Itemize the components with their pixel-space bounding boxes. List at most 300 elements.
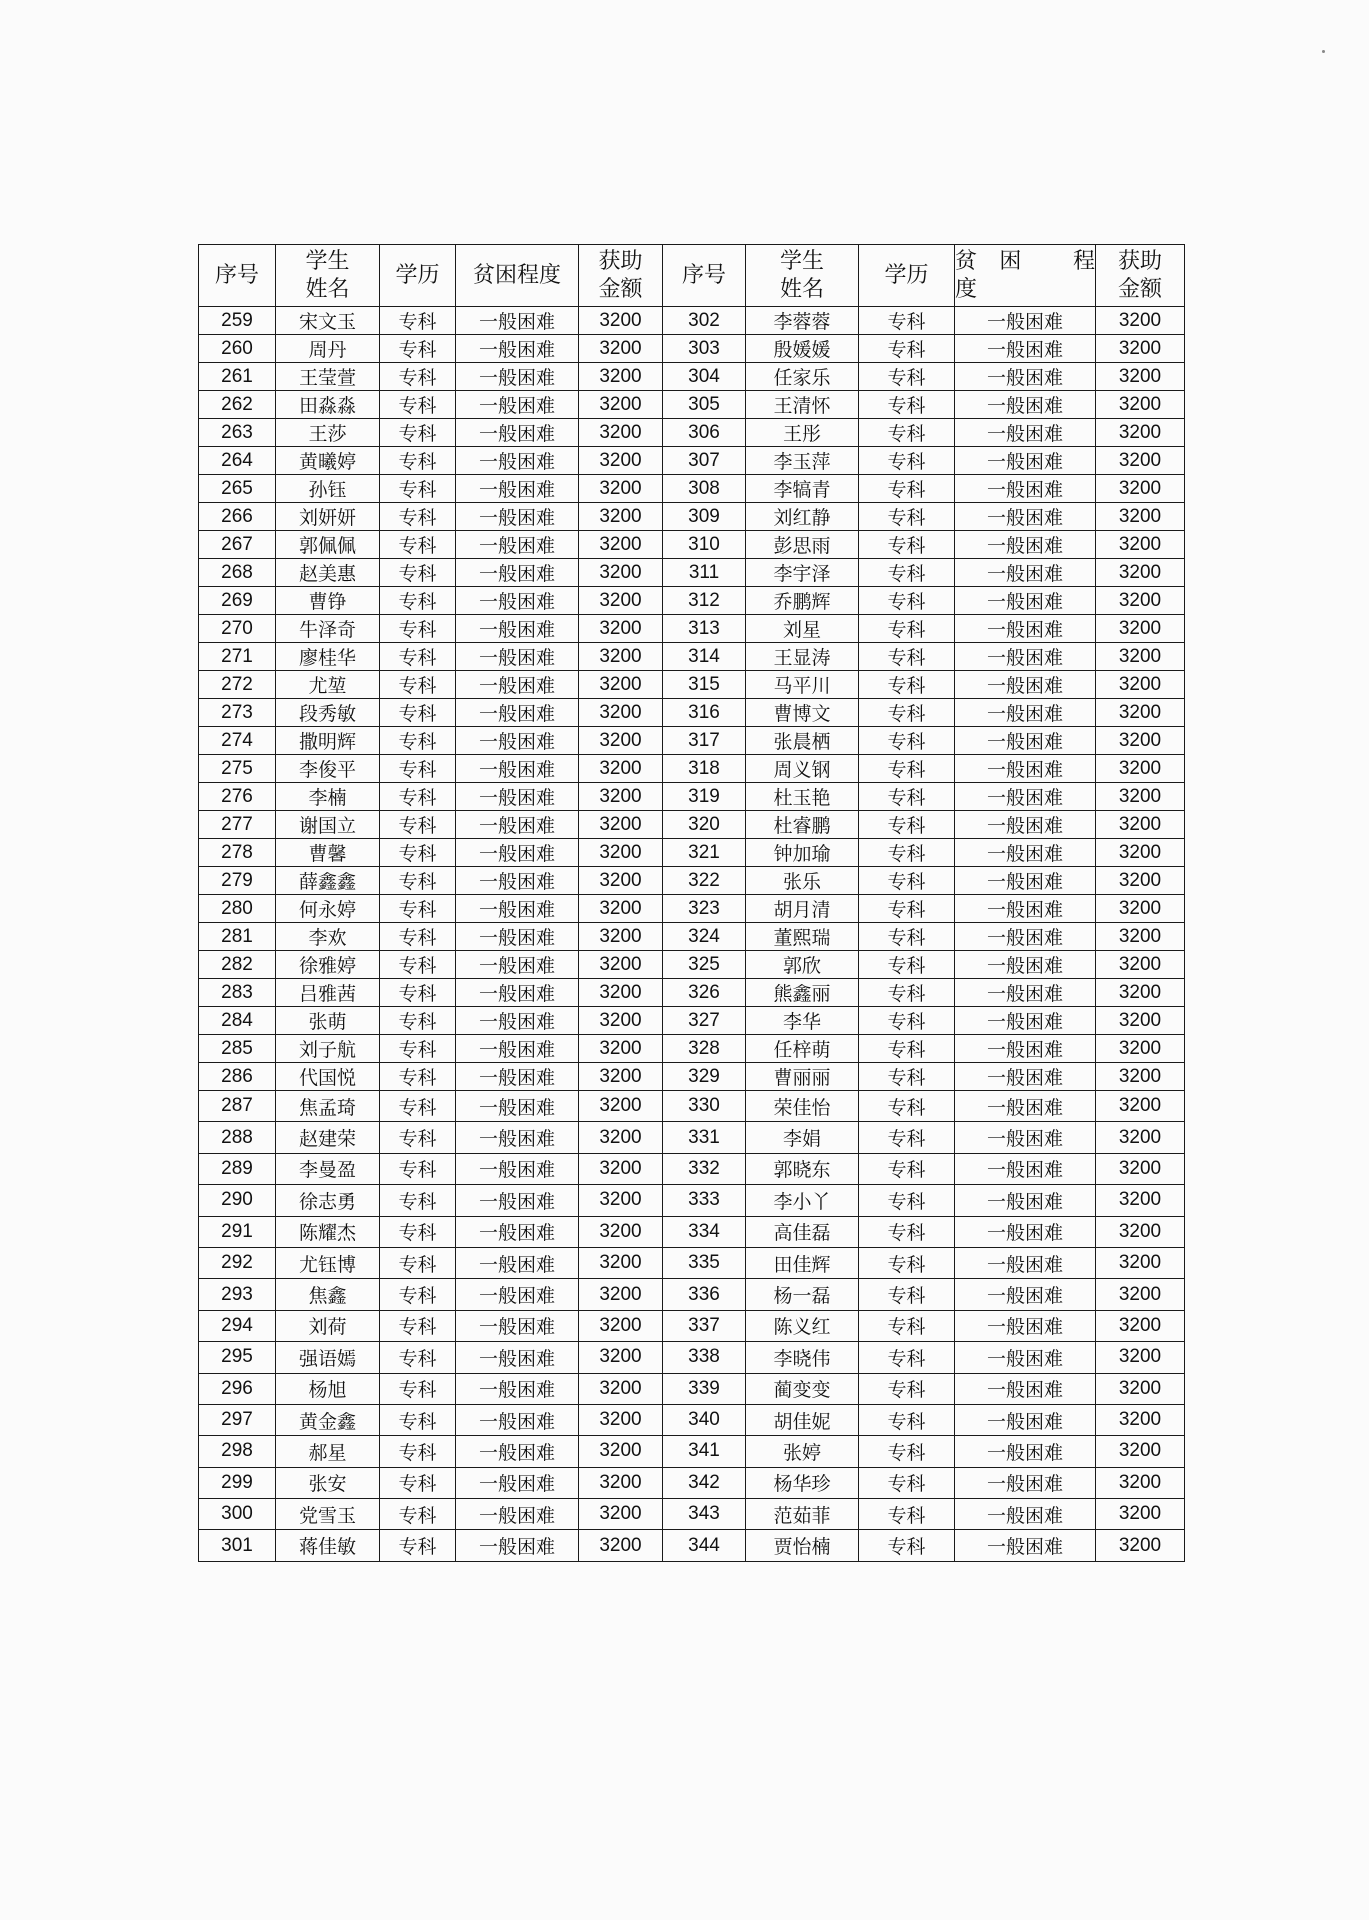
cell-serial-2: 335 bbox=[663, 1247, 746, 1278]
cell-serial-2: 319 bbox=[663, 783, 746, 811]
cell-serial: 274 bbox=[199, 727, 276, 755]
cell-aid-amount-2: 3200 bbox=[1096, 391, 1185, 419]
cell-poverty-level-2: 一般困难 bbox=[955, 1063, 1096, 1091]
cell-aid-amount: 3200 bbox=[579, 1122, 663, 1153]
table-row bbox=[199, 559, 1185, 587]
table-row bbox=[199, 1436, 1185, 1467]
cell-poverty-level-2: 一般困难 bbox=[955, 1467, 1096, 1498]
cell-education: 专科 bbox=[380, 1122, 456, 1153]
cell-education-2: 专科 bbox=[859, 1185, 955, 1216]
cell-student-name: 周丹 bbox=[276, 335, 380, 363]
cell-student-name-2: 周义钢 bbox=[746, 755, 859, 783]
cell-serial: 277 bbox=[199, 811, 276, 839]
cell-aid-amount: 3200 bbox=[579, 755, 663, 783]
cell-poverty-level-2: 一般困难 bbox=[955, 1342, 1096, 1373]
cell-student-name: 刘妍妍 bbox=[276, 503, 380, 531]
cell-serial-2: 327 bbox=[663, 1007, 746, 1035]
cell-education: 专科 bbox=[380, 811, 456, 839]
header-row bbox=[199, 245, 1185, 307]
cell-student-name-2: 杜玉艳 bbox=[746, 783, 859, 811]
cell-student-name-2: 王清怀 bbox=[746, 391, 859, 419]
cell-student-name-2: 殷媛媛 bbox=[746, 335, 859, 363]
cell-poverty-level-2: 一般困难 bbox=[955, 979, 1096, 1007]
cell-student-name: 徐志勇 bbox=[276, 1185, 380, 1216]
cell-education: 专科 bbox=[380, 1247, 456, 1278]
cell-poverty-level: 一般困难 bbox=[456, 643, 579, 671]
cell-education-2: 专科 bbox=[859, 1063, 955, 1091]
table-row bbox=[199, 1007, 1185, 1035]
table-row bbox=[199, 447, 1185, 475]
cell-poverty-level-2: 一般困难 bbox=[955, 1216, 1096, 1247]
cell-education-2: 专科 bbox=[859, 335, 955, 363]
cell-education-2: 专科 bbox=[859, 419, 955, 447]
cell-aid-amount: 3200 bbox=[579, 1091, 663, 1122]
cell-aid-amount-2: 3200 bbox=[1096, 419, 1185, 447]
cell-poverty-level: 一般困难 bbox=[456, 531, 579, 559]
cell-serial: 285 bbox=[199, 1035, 276, 1063]
cell-serial-2: 311 bbox=[663, 559, 746, 587]
cell-education-2: 专科 bbox=[859, 839, 955, 867]
cell-poverty-level: 一般困难 bbox=[456, 1530, 579, 1561]
cell-education: 专科 bbox=[380, 615, 456, 643]
cell-education: 专科 bbox=[380, 699, 456, 727]
cell-student-name-2: 张晨栖 bbox=[746, 727, 859, 755]
cell-student-name-2: 马平川 bbox=[746, 671, 859, 699]
header-poverty-level-2-text: 贫困 程 度 bbox=[955, 248, 1095, 302]
table-row bbox=[199, 727, 1185, 755]
cell-education: 专科 bbox=[380, 1091, 456, 1122]
cell-education-2: 专科 bbox=[859, 811, 955, 839]
cell-serial-2: 310 bbox=[663, 531, 746, 559]
cell-poverty-level: 一般困难 bbox=[456, 1153, 579, 1184]
cell-poverty-level: 一般困难 bbox=[456, 979, 579, 1007]
cell-aid-amount-2: 3200 bbox=[1096, 475, 1185, 503]
cell-aid-amount: 3200 bbox=[579, 475, 663, 503]
cell-poverty-level: 一般困难 bbox=[456, 923, 579, 951]
cell-student-name: 吕雅茜 bbox=[276, 979, 380, 1007]
cell-student-name-2: 乔鹏辉 bbox=[746, 587, 859, 615]
cell-serial-2: 344 bbox=[663, 1530, 746, 1561]
cell-aid-amount-2: 3200 bbox=[1096, 363, 1185, 391]
table-row bbox=[199, 587, 1185, 615]
cell-education-2: 专科 bbox=[859, 1247, 955, 1278]
cell-education-2: 专科 bbox=[859, 727, 955, 755]
cell-serial-2: 313 bbox=[663, 615, 746, 643]
cell-aid-amount-2: 3200 bbox=[1096, 503, 1185, 531]
cell-poverty-level-2: 一般困难 bbox=[955, 671, 1096, 699]
cell-student-name-2: 郭晓东 bbox=[746, 1153, 859, 1184]
cell-poverty-level-2: 一般困难 bbox=[955, 1247, 1096, 1278]
cell-education-2: 专科 bbox=[859, 1404, 955, 1435]
cell-aid-amount-2: 3200 bbox=[1096, 1007, 1185, 1035]
cell-serial: 269 bbox=[199, 587, 276, 615]
cell-student-name: 郝星 bbox=[276, 1436, 380, 1467]
cell-student-name: 焦孟琦 bbox=[276, 1091, 380, 1122]
cell-aid-amount-2: 3200 bbox=[1096, 867, 1185, 895]
cell-aid-amount: 3200 bbox=[579, 335, 663, 363]
cell-education: 专科 bbox=[380, 727, 456, 755]
cell-poverty-level-2: 一般困难 bbox=[955, 531, 1096, 559]
table-row bbox=[199, 391, 1185, 419]
cell-poverty-level-2: 一般困难 bbox=[955, 615, 1096, 643]
cell-education-2: 专科 bbox=[859, 475, 955, 503]
cell-education: 专科 bbox=[380, 783, 456, 811]
cell-student-name-2: 李华 bbox=[746, 1007, 859, 1035]
cell-aid-amount: 3200 bbox=[579, 839, 663, 867]
cell-serial: 301 bbox=[199, 1530, 276, 1561]
cell-aid-amount-2: 3200 bbox=[1096, 1499, 1185, 1530]
cell-education-2: 专科 bbox=[859, 1373, 955, 1404]
cell-student-name-2: 王彤 bbox=[746, 419, 859, 447]
table-row bbox=[199, 1530, 1185, 1561]
header-serial: 序号 bbox=[199, 245, 276, 307]
cell-serial: 293 bbox=[199, 1279, 276, 1310]
cell-poverty-level-2: 一般困难 bbox=[955, 951, 1096, 979]
cell-poverty-level-2: 一般困难 bbox=[955, 895, 1096, 923]
cell-poverty-level: 一般困难 bbox=[456, 783, 579, 811]
cell-poverty-level-2: 一般困难 bbox=[955, 1499, 1096, 1530]
cell-education-2: 专科 bbox=[859, 531, 955, 559]
cell-poverty-level-2: 一般困难 bbox=[955, 867, 1096, 895]
cell-serial-2: 308 bbox=[663, 475, 746, 503]
table-row bbox=[199, 503, 1185, 531]
cell-poverty-level-2: 一般困难 bbox=[955, 391, 1096, 419]
cell-aid-amount-2: 3200 bbox=[1096, 895, 1185, 923]
cell-aid-amount: 3200 bbox=[579, 951, 663, 979]
cell-serial-2: 307 bbox=[663, 447, 746, 475]
cell-aid-amount: 3200 bbox=[579, 1153, 663, 1184]
cell-student-name: 陈耀杰 bbox=[276, 1216, 380, 1247]
cell-aid-amount: 3200 bbox=[579, 587, 663, 615]
cell-serial: 298 bbox=[199, 1436, 276, 1467]
cell-aid-amount: 3200 bbox=[579, 307, 663, 335]
cell-aid-amount: 3200 bbox=[579, 391, 663, 419]
cell-student-name-2: 李蓉蓉 bbox=[746, 307, 859, 335]
table-row bbox=[199, 363, 1185, 391]
cell-poverty-level-2: 一般困难 bbox=[955, 1185, 1096, 1216]
cell-aid-amount-2: 3200 bbox=[1096, 923, 1185, 951]
table-row bbox=[199, 1373, 1185, 1404]
cell-poverty-level-2: 一般困难 bbox=[955, 643, 1096, 671]
cell-student-name-2: 蔺变变 bbox=[746, 1373, 859, 1404]
cell-aid-amount: 3200 bbox=[579, 419, 663, 447]
cell-student-name-2: 荣佳怡 bbox=[746, 1091, 859, 1122]
cell-aid-amount-2: 3200 bbox=[1096, 1530, 1185, 1561]
cell-poverty-level-2: 一般困难 bbox=[955, 1122, 1096, 1153]
cell-student-name-2: 田佳辉 bbox=[746, 1247, 859, 1278]
cell-aid-amount-2: 3200 bbox=[1096, 1404, 1185, 1435]
cell-education-2: 专科 bbox=[859, 867, 955, 895]
cell-education: 专科 bbox=[380, 1279, 456, 1310]
cell-education-2: 专科 bbox=[859, 1153, 955, 1184]
cell-aid-amount: 3200 bbox=[579, 1279, 663, 1310]
cell-student-name-2: 刘星 bbox=[746, 615, 859, 643]
cell-education: 专科 bbox=[380, 1499, 456, 1530]
cell-aid-amount: 3200 bbox=[579, 1342, 663, 1373]
cell-poverty-level-2: 一般困难 bbox=[955, 363, 1096, 391]
cell-education-2: 专科 bbox=[859, 1310, 955, 1341]
cell-aid-amount-2: 3200 bbox=[1096, 643, 1185, 671]
cell-aid-amount: 3200 bbox=[579, 867, 663, 895]
table-row bbox=[199, 671, 1185, 699]
cell-student-name-2: 杨一磊 bbox=[746, 1279, 859, 1310]
cell-aid-amount-2: 3200 bbox=[1096, 699, 1185, 727]
cell-education: 专科 bbox=[380, 531, 456, 559]
cell-student-name-2: 贾怡楠 bbox=[746, 1530, 859, 1561]
cell-student-name-2: 胡月清 bbox=[746, 895, 859, 923]
cell-aid-amount-2: 3200 bbox=[1096, 727, 1185, 755]
cell-student-name: 李楠 bbox=[276, 783, 380, 811]
table-row bbox=[199, 419, 1185, 447]
cell-poverty-level: 一般困难 bbox=[456, 1035, 579, 1063]
cell-education: 专科 bbox=[380, 1436, 456, 1467]
cell-student-name-2: 杜睿鹏 bbox=[746, 811, 859, 839]
cell-poverty-level-2: 一般困难 bbox=[955, 1530, 1096, 1561]
cell-poverty-level: 一般困难 bbox=[456, 1342, 579, 1373]
cell-education: 专科 bbox=[380, 755, 456, 783]
cell-education: 专科 bbox=[380, 1035, 456, 1063]
student-aid-table bbox=[198, 244, 1185, 1562]
cell-aid-amount: 3200 bbox=[579, 1499, 663, 1530]
cell-poverty-level: 一般困难 bbox=[456, 1279, 579, 1310]
cell-serial-2: 326 bbox=[663, 979, 746, 1007]
cell-aid-amount: 3200 bbox=[579, 1530, 663, 1561]
cell-poverty-level: 一般困难 bbox=[456, 1436, 579, 1467]
cell-education-2: 专科 bbox=[859, 1091, 955, 1122]
cell-aid-amount-2: 3200 bbox=[1096, 1091, 1185, 1122]
cell-poverty-level: 一般困难 bbox=[456, 1499, 579, 1530]
cell-aid-amount-2: 3200 bbox=[1096, 1122, 1185, 1153]
table-row bbox=[199, 335, 1185, 363]
cell-education-2: 专科 bbox=[859, 1530, 955, 1561]
cell-student-name: 段秀敏 bbox=[276, 699, 380, 727]
cell-student-name: 曹铮 bbox=[276, 587, 380, 615]
table-row bbox=[199, 1279, 1185, 1310]
cell-student-name-2: 陈义红 bbox=[746, 1310, 859, 1341]
cell-student-name: 田淼淼 bbox=[276, 391, 380, 419]
cell-student-name: 刘荷 bbox=[276, 1310, 380, 1341]
cell-student-name-2: 董熙瑞 bbox=[746, 923, 859, 951]
cell-poverty-level-2: 一般困难 bbox=[955, 1153, 1096, 1184]
cell-aid-amount-2: 3200 bbox=[1096, 1373, 1185, 1404]
cell-poverty-level: 一般困难 bbox=[456, 895, 579, 923]
header-aid-amount-2-text: 获助 金额 bbox=[1117, 248, 1162, 302]
cell-serial-2: 318 bbox=[663, 755, 746, 783]
cell-student-name: 薛鑫鑫 bbox=[276, 867, 380, 895]
cell-aid-amount-2: 3200 bbox=[1096, 1185, 1185, 1216]
cell-student-name: 黄曦婷 bbox=[276, 447, 380, 475]
cell-education-2: 专科 bbox=[859, 1007, 955, 1035]
cell-education: 专科 bbox=[380, 363, 456, 391]
cell-student-name: 李曼盈 bbox=[276, 1153, 380, 1184]
cell-serial: 284 bbox=[199, 1007, 276, 1035]
cell-serial: 295 bbox=[199, 1342, 276, 1373]
cell-serial-2: 305 bbox=[663, 391, 746, 419]
cell-serial: 283 bbox=[199, 979, 276, 1007]
cell-education: 专科 bbox=[380, 1063, 456, 1091]
cell-student-name-2: 郭欣 bbox=[746, 951, 859, 979]
cell-serial-2: 331 bbox=[663, 1122, 746, 1153]
table-row bbox=[199, 895, 1185, 923]
cell-poverty-level-2: 一般困难 bbox=[955, 1436, 1096, 1467]
cell-serial-2: 342 bbox=[663, 1467, 746, 1498]
cell-student-name: 党雪玉 bbox=[276, 1499, 380, 1530]
cell-aid-amount-2: 3200 bbox=[1096, 1310, 1185, 1341]
cell-poverty-level: 一般困难 bbox=[456, 447, 579, 475]
header-student-name-2-text: 学生 姓名 bbox=[779, 248, 824, 302]
cell-education: 专科 bbox=[380, 1153, 456, 1184]
cell-aid-amount: 3200 bbox=[579, 727, 663, 755]
cell-serial: 267 bbox=[199, 531, 276, 559]
cell-aid-amount-2: 3200 bbox=[1096, 671, 1185, 699]
cell-aid-amount-2: 3200 bbox=[1096, 979, 1185, 1007]
cell-serial-2: 320 bbox=[663, 811, 746, 839]
cell-aid-amount: 3200 bbox=[579, 1216, 663, 1247]
cell-serial-2: 339 bbox=[663, 1373, 746, 1404]
cell-poverty-level-2: 一般困难 bbox=[955, 503, 1096, 531]
cell-student-name: 刘子航 bbox=[276, 1035, 380, 1063]
cell-poverty-level-2: 一般困难 bbox=[955, 1373, 1096, 1404]
cell-aid-amount: 3200 bbox=[579, 1185, 663, 1216]
table-row bbox=[199, 951, 1185, 979]
cell-poverty-level-2: 一般困难 bbox=[955, 335, 1096, 363]
cell-serial-2: 309 bbox=[663, 503, 746, 531]
cell-serial: 288 bbox=[199, 1122, 276, 1153]
cell-poverty-level-2: 一般困难 bbox=[955, 559, 1096, 587]
cell-serial: 287 bbox=[199, 1091, 276, 1122]
cell-poverty-level-2: 一般困难 bbox=[955, 1091, 1096, 1122]
cell-aid-amount-2: 3200 bbox=[1096, 1063, 1185, 1091]
table-row bbox=[199, 475, 1185, 503]
cell-serial: 290 bbox=[199, 1185, 276, 1216]
cell-education-2: 专科 bbox=[859, 895, 955, 923]
cell-aid-amount: 3200 bbox=[579, 923, 663, 951]
cell-serial: 299 bbox=[199, 1467, 276, 1498]
cell-education: 专科 bbox=[380, 643, 456, 671]
cell-aid-amount-2: 3200 bbox=[1096, 755, 1185, 783]
cell-serial: 294 bbox=[199, 1310, 276, 1341]
header-education-2: 学历 bbox=[859, 245, 955, 307]
cell-student-name-2: 李犒青 bbox=[746, 475, 859, 503]
cell-education: 专科 bbox=[380, 1404, 456, 1435]
cell-student-name: 焦鑫 bbox=[276, 1279, 380, 1310]
cell-serial: 270 bbox=[199, 615, 276, 643]
cell-student-name-2: 范茹菲 bbox=[746, 1499, 859, 1530]
cell-education-2: 专科 bbox=[859, 559, 955, 587]
cell-serial-2: 336 bbox=[663, 1279, 746, 1310]
cell-aid-amount: 3200 bbox=[579, 1007, 663, 1035]
header-education: 学历 bbox=[380, 245, 456, 307]
cell-aid-amount: 3200 bbox=[579, 979, 663, 1007]
cell-poverty-level: 一般困难 bbox=[456, 811, 579, 839]
cell-education: 专科 bbox=[380, 587, 456, 615]
cell-education-2: 专科 bbox=[859, 1467, 955, 1498]
cell-education-2: 专科 bbox=[859, 587, 955, 615]
cell-student-name: 尤钰博 bbox=[276, 1247, 380, 1278]
cell-education-2: 专科 bbox=[859, 951, 955, 979]
cell-poverty-level: 一般困难 bbox=[456, 503, 579, 531]
cell-serial: 281 bbox=[199, 923, 276, 951]
cell-poverty-level: 一般困难 bbox=[456, 671, 579, 699]
cell-serial: 271 bbox=[199, 643, 276, 671]
cell-aid-amount-2: 3200 bbox=[1096, 1342, 1185, 1373]
cell-education: 专科 bbox=[380, 419, 456, 447]
cell-aid-amount-2: 3200 bbox=[1096, 811, 1185, 839]
cell-education: 专科 bbox=[380, 335, 456, 363]
cell-serial: 262 bbox=[199, 391, 276, 419]
cell-serial: 276 bbox=[199, 783, 276, 811]
cell-poverty-level: 一般困难 bbox=[456, 587, 579, 615]
cell-serial-2: 328 bbox=[663, 1035, 746, 1063]
cell-education-2: 专科 bbox=[859, 391, 955, 419]
cell-aid-amount: 3200 bbox=[579, 643, 663, 671]
cell-poverty-level: 一般困难 bbox=[456, 1467, 579, 1498]
cell-aid-amount-2: 3200 bbox=[1096, 783, 1185, 811]
cell-poverty-level: 一般困难 bbox=[456, 1185, 579, 1216]
cell-education-2: 专科 bbox=[859, 979, 955, 1007]
cell-serial-2: 324 bbox=[663, 923, 746, 951]
cell-education-2: 专科 bbox=[859, 783, 955, 811]
table-row bbox=[199, 1091, 1185, 1122]
cell-poverty-level: 一般困难 bbox=[456, 951, 579, 979]
cell-aid-amount: 3200 bbox=[579, 363, 663, 391]
header-poverty-level-2 bbox=[955, 245, 1096, 307]
cell-poverty-level: 一般困难 bbox=[456, 867, 579, 895]
cell-student-name-2: 高佳磊 bbox=[746, 1216, 859, 1247]
cell-serial-2: 337 bbox=[663, 1310, 746, 1341]
header-serial-2: 序号 bbox=[663, 245, 746, 307]
cell-poverty-level-2: 一般困难 bbox=[955, 587, 1096, 615]
cell-poverty-level: 一般困难 bbox=[456, 1063, 579, 1091]
cell-education-2: 专科 bbox=[859, 755, 955, 783]
cell-aid-amount: 3200 bbox=[579, 1310, 663, 1341]
table-row bbox=[199, 839, 1185, 867]
cell-aid-amount: 3200 bbox=[579, 1436, 663, 1467]
cell-education: 专科 bbox=[380, 475, 456, 503]
cell-education-2: 专科 bbox=[859, 1342, 955, 1373]
table-row bbox=[199, 615, 1185, 643]
cell-poverty-level: 一般困难 bbox=[456, 1091, 579, 1122]
header-student-name-text: 学生 姓名 bbox=[305, 248, 350, 302]
cell-aid-amount: 3200 bbox=[579, 531, 663, 559]
cell-poverty-level: 一般困难 bbox=[456, 1404, 579, 1435]
table-row bbox=[199, 1122, 1185, 1153]
cell-aid-amount: 3200 bbox=[579, 783, 663, 811]
cell-poverty-level-2: 一般困难 bbox=[955, 1404, 1096, 1435]
cell-serial-2: 334 bbox=[663, 1216, 746, 1247]
cell-poverty-level-2: 一般困难 bbox=[955, 1035, 1096, 1063]
cell-aid-amount: 3200 bbox=[579, 1404, 663, 1435]
header-aid-amount-2 bbox=[1096, 245, 1185, 307]
cell-aid-amount: 3200 bbox=[579, 615, 663, 643]
cell-aid-amount: 3200 bbox=[579, 671, 663, 699]
cell-student-name-2: 李玉萍 bbox=[746, 447, 859, 475]
cell-poverty-level-2: 一般困难 bbox=[955, 1007, 1096, 1035]
cell-poverty-level-2: 一般困难 bbox=[955, 1279, 1096, 1310]
cell-poverty-level: 一般困难 bbox=[456, 1373, 579, 1404]
cell-student-name-2: 彭思雨 bbox=[746, 531, 859, 559]
cell-poverty-level-2: 一般困难 bbox=[955, 755, 1096, 783]
cell-serial: 282 bbox=[199, 951, 276, 979]
cell-serial-2: 332 bbox=[663, 1153, 746, 1184]
cell-education: 专科 bbox=[380, 671, 456, 699]
cell-poverty-level-2: 一般困难 bbox=[955, 475, 1096, 503]
cell-student-name: 王莹萱 bbox=[276, 363, 380, 391]
cell-poverty-level-2: 一般困难 bbox=[955, 811, 1096, 839]
table-row bbox=[199, 1404, 1185, 1435]
cell-poverty-level-2: 一般困难 bbox=[955, 447, 1096, 475]
cell-education: 专科 bbox=[380, 559, 456, 587]
